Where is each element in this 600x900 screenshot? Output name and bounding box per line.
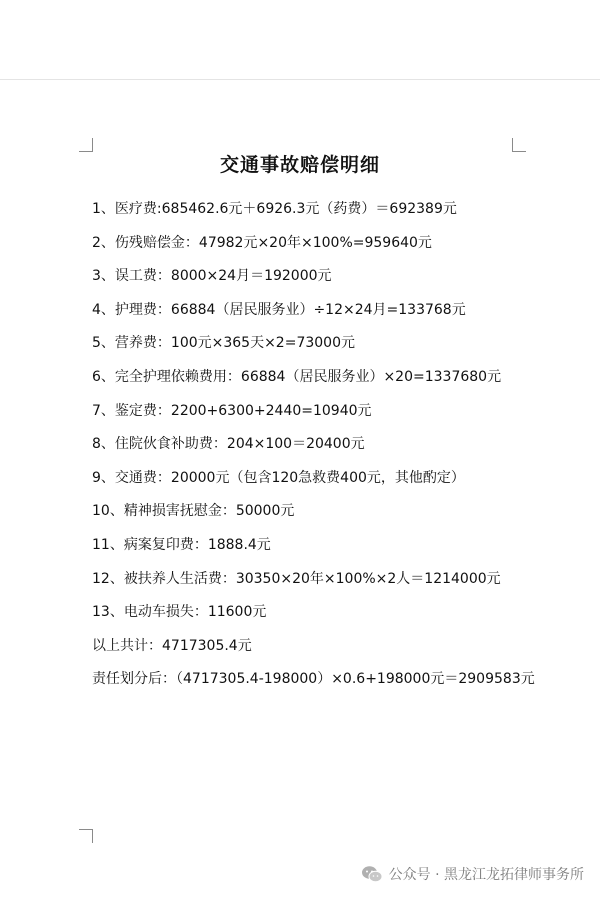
wechat-icon (361, 865, 383, 883)
watermark (361, 863, 584, 885)
page-top-edge (0, 79, 600, 80)
document-title: 交通事故赔偿明细 (219, 154, 380, 176)
item-transport-fee: 9、交通费：20000元（包含120急救费400元，其他酌定） (92, 469, 465, 486)
item-appraisal-fee: 7、鉴定费：2200+6300+2440=10940元 (92, 402, 372, 419)
after-liability-amount: 责任划分后：（4717305.4-198000）×0.6+198000元＝2909583元 (92, 671, 535, 688)
compensation-list (92, 196, 572, 700)
total-amount: 以上共计：4717305.4元 (92, 637, 252, 654)
item-full-care-dependency: 6、完全护理依赖费用：66884（居民服务业）×20=1337680元 (92, 368, 502, 385)
item-nutrition-fee: 5、营养费：100元×365天×2=73000元 (92, 335, 355, 352)
item-dependent-living-expenses: 12、被扶养人生活费：30350×20年×100%×2人＝1214000元 (92, 570, 501, 587)
item-record-copy-fee: 11、病案复印费：1888.4元 (92, 536, 271, 553)
watermark-text: 公众号 · 黑龙江龙拓律师事务所 (388, 867, 584, 883)
item-e-bike-loss: 13、电动车损失：11600元 (92, 604, 267, 621)
item-nursing-fee: 4、护理费：66884（居民服务业）÷12×24月=133768元 (92, 301, 466, 318)
item-medical-fee: 1、医疗费:685462.6元＋6926.3元（药费）＝692389元 (92, 201, 457, 217)
item-disability-compensation: 2、伤残赔偿金：47982元×20年×100%=959640元 (92, 234, 432, 251)
item-lost-wages: 3、误工费：8000×24月＝192000元 (92, 268, 332, 285)
item-hospital-meal-allowance: 8、住院伙食补助费：204×100＝20400元 (92, 436, 365, 453)
item-mental-damages: 10、精神损害抚慰金：50000元 (92, 503, 295, 520)
page-corner-mark-bottom-left (79, 829, 93, 843)
